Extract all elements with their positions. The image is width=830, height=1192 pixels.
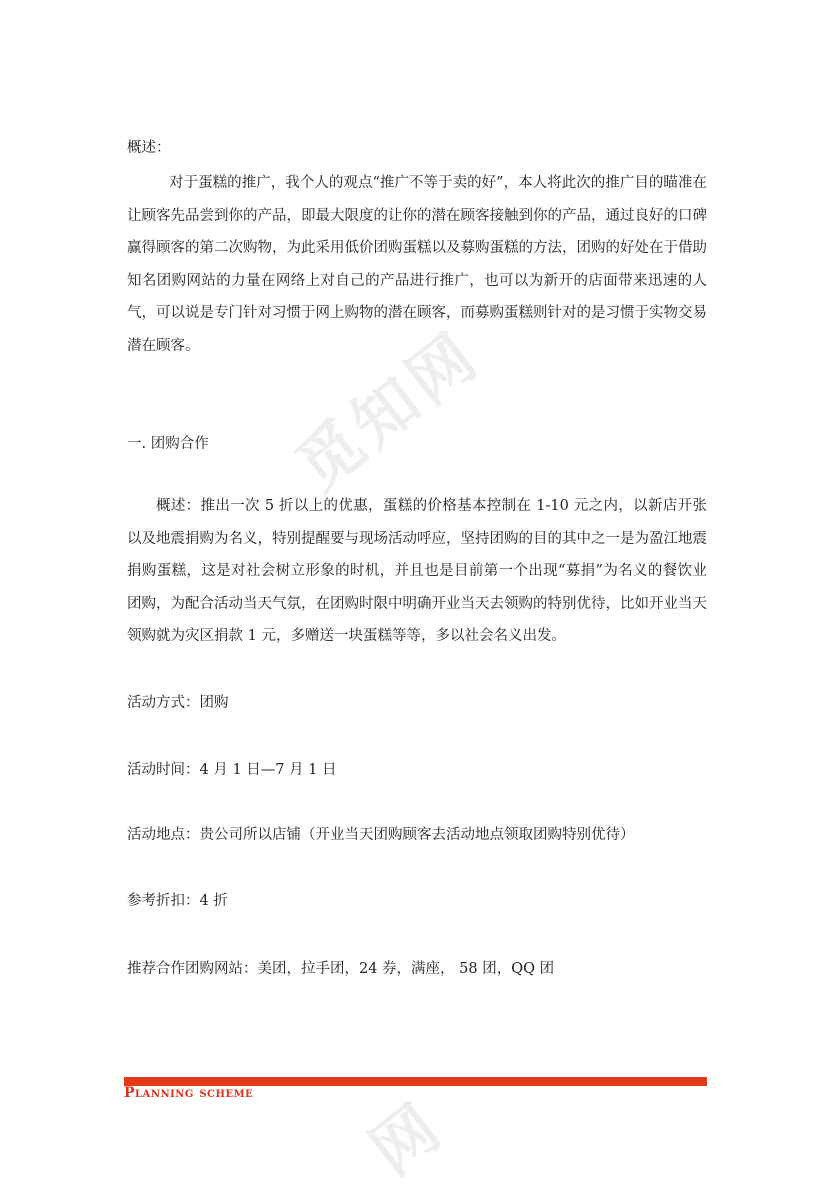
activity-method: 活动方式：团购 (127, 695, 229, 711)
watermark-bottom: 网 (357, 1091, 454, 1190)
recommended-sites: 推荐合作团购网站：美团，拉手团，24 券，满座， 58 团，QQ 团 (127, 961, 555, 977)
watermark: 觅知网 (283, 317, 495, 506)
summary-paragraph: 对于蛋糕的推广，我个人的观点“推广不等于卖的好”，本人将此次的推广目的瞄准在让顾客先品尝到你的产品，即最大限度的让你的潜在顾客接触到你的产品，通过良好的口碑赢得顾客的第二次购物，为此采用低价团购蛋糕以及募购蛋糕的方法，团购的好处在于借助知名团购网站的力量在网络上对自己的产品进行推广，也可以为新开的店面带来迅速的人气，可以说是专门针对习惯于网上购物的潜在顾客，而募购蛋糕则针对的是习惯于实物交易潜在顾客。 (127, 175, 707, 354)
activity-location: 活动地点：贵公司所以店铺（开业当天团购顾客去活动地点领取团购特别优待） (127, 827, 635, 843)
section-paragraph: 概述：推出一次 5 折以上的优惠，蛋糕的价格基本控制在 1-10 元之内，以新店开张以及地震捐购为名义，特别提醒要与现场活动呼应，坚持团购的目的其中之一是为盈江地震捐购蛋糕，这是对社会树立形象的时机，并且也是目前第一个出现“募捐”为名义的餐饮业团购，为配合活动当天气氛，在团购时限中明确开业当天去领购的特别优待，比如开业当天领购就为灾区捐款 1 元，多赠送一块蛋糕等等，多以社会名义出发。 (127, 498, 707, 644)
reference-discount: 参考折扣：4 折 (127, 893, 228, 909)
section-heading-group-buying: 一. 团购合作 (127, 436, 209, 452)
summary-heading: 概述： (127, 140, 171, 156)
activity-time: 活动时间：4 月 1 日—7 月 1 日 (127, 762, 337, 778)
footer-label: Planning scheme (124, 1085, 254, 1101)
